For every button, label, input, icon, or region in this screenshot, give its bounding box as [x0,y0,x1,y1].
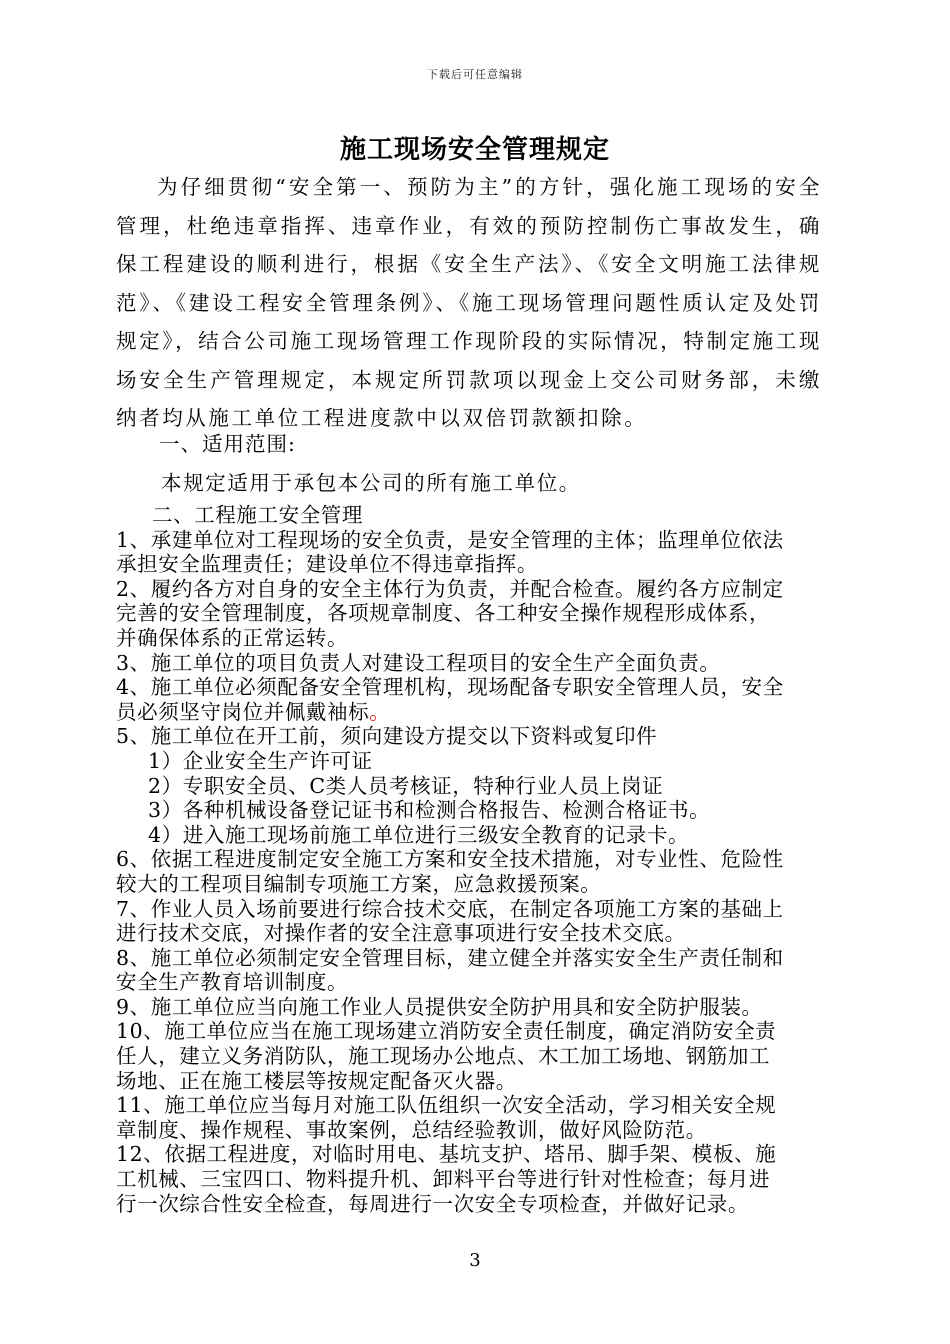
clause-line: 章制度、操作规程、事故案例，总结经验教训，做好风险防范。 [116,1117,707,1142]
section-2 [116,503,822,1216]
clause-line: 完善的安全管理制度，各项规章制度、各工种安全操作规程形成体系， [116,601,771,626]
clause-line: 7、作业人员入场前要进行综合技术交底，在制定各项施工方案的基础上 [116,896,784,921]
section-1-heading: 一、适用范围: [159,432,296,456]
clause-line [116,700,822,725]
clause-line: 12、依据工程进度，对临时用电、基坑支护、塔吊、脚手架、模板、施 [116,1142,777,1167]
sub-item: 3）各种机械设备登记证书和检测合格报告、检测合格证书。 [148,798,711,823]
clause-line: 行一次综合性安全检查，每周进行一次安全专项检查，并做好记录。 [116,1191,749,1216]
clause-line: 1、承建单位对工程现场的安全负责，是安全管理的主体；监理单位依法 [116,527,784,552]
intro-paragraph: 为仔细贯彻“安全第一、预防为主”的方针，强化施工现场的安全管理，杜绝违章指挥、违章作业，有效的预防控制伤亡事故发生，确保工程建设的顺利进行，根据《安全生产法》、《安全文明施工法律规范》、《建设工程安全管理条例》、《施工现场管理问题性质认定及处罚规定》，结合公司施工现场管理工作现阶段的实际情况，特制定施工现场安全生产管理规定，本规定所罚款项以现金上交公司财务部，未缴纳者均从施工单位工程进度款中以双倍罚款额扣除。 [116,175,822,430]
clause-line: 2、履约各方对自身的安全主体行为负责，并配合检查。履约各方应制定 [116,576,784,601]
clause-line: 10、施工单位应当在施工现场建立消防安全责任制度，确定消防安全责 [116,1019,777,1044]
clause-line: 3、施工单位的项目负责人对建设工程项目的安全生产全面负责。 [116,650,721,675]
clause-line: 承担安全监理责任；建设单位不得违章指挥。 [116,552,538,577]
clause-line: 进行技术交底，对操作者的安全注意事项进行安全技术交底。 [116,921,686,946]
clause-line: 场地、正在施工楼层等按规定配备灭火器。 [116,1068,517,1093]
sub-item: 4）进入施工现场前施工单位进行三级安全教育的记录卡。 [148,822,690,847]
clause-line: 工机械、三宝四口、物料提升机、卸料平台等进行针对性检查；每月进 [116,1167,771,1192]
clause-line: 4、施工单位必须配备安全管理机构，现场配备专职安全管理人员，安全 [116,675,784,700]
red-period: 。 [369,699,391,724]
clause-line: 任人，建立义务消防队，施工现场办公地点、木工加工场地、钢筋加工 [116,1044,771,1069]
clause-line: 并确保体系的正常运转。 [116,625,349,650]
section-2-heading: 二、工程施工安全管理 [152,503,363,527]
clause-line: 11、施工单位应当每月对施工队伍组织一次安全活动，学习相关安全规 [116,1093,777,1118]
document-title: 施工现场安全管理规定 [339,135,610,165]
sub-item: 2）专职安全员、C类人员考核证，特种行业人员上岗证 [148,773,664,798]
page-number: 3 [469,1250,481,1271]
section-1-body: 本规定适用于承包本公司的所有施工单位。 [161,471,581,495]
clause-line: 6、依据工程进度制定安全施工方案和安全技术措施，对专业性、危险性 [116,847,784,872]
clause-text: 员必须坚守岗位并佩戴袖标 [116,699,370,724]
page-header: 下载后可任意编辑 [427,68,523,81]
clause-line: 安全生产教育培训制度。 [116,970,349,995]
clause-line: 8、施工单位必须制定安全管理目标，建立健全并落实安全生产责任制和 [116,945,784,970]
clause-line: 9、施工单位应当向施工作业人员提供安全防护用具和安全防护服装。 [116,994,763,1019]
clause-line: 5、施工单位在开工前，须向建设方提交以下资料或复印件 [116,724,658,749]
clause-line: 较大的工程项目编制专项施工方案，应急救援预案。 [116,871,602,896]
sub-item: 1）企业安全生产许可证 [148,748,373,773]
